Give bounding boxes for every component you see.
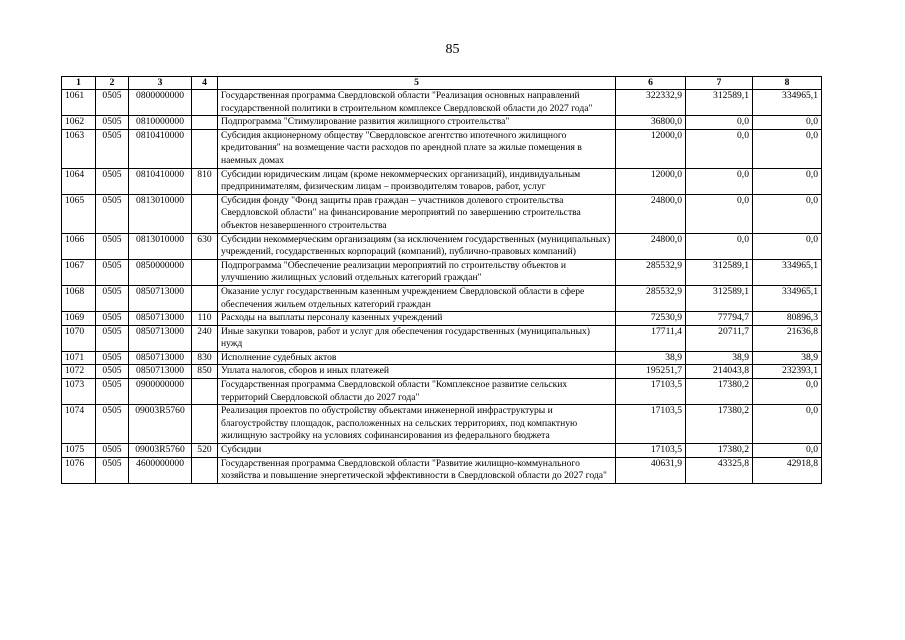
expense-type-cell	[192, 116, 218, 130]
target-code-cell: 09003R5760	[129, 444, 192, 458]
target-code-cell: 4600000000	[129, 457, 192, 483]
column-header: 5	[218, 77, 616, 90]
amount-year2-cell: 17380,2	[686, 444, 753, 458]
column-header: 3	[129, 77, 192, 90]
expense-type-cell: 850	[192, 365, 218, 379]
expense-type-cell: 110	[192, 312, 218, 326]
amount-year2-cell: 77794,7	[686, 312, 753, 326]
budget-table	[61, 76, 822, 484]
target-code-cell: 0850713000	[129, 312, 192, 326]
amount-year1-cell: 17103,5	[616, 444, 686, 458]
item-name-cell: Подпрограмма "Обеспечение реализации мероприятий по строительству объектов и улучшению жилищных условий отдельных категорий граждан"	[218, 259, 616, 285]
item-name-cell: Государственная программа Свердловской области "Реализация основных направлений государственной политики в строительном комплексе Свердловской области до 2027 года"	[218, 90, 616, 116]
target-code-cell: 0813010000	[129, 233, 192, 259]
item-name-cell: Субсидия фонду "Фонд защиты прав граждан – участников долевого строительства Свердловской области" на финансирование мероприятий по завершению строительства объектов незавершенного строительства	[218, 194, 616, 233]
expense-type-cell: 810	[192, 168, 218, 194]
section-code-cell: 0505	[96, 351, 129, 365]
row-number-cell: 1073	[62, 379, 96, 405]
section-code-cell: 0505	[96, 233, 129, 259]
row-number-cell: 1069	[62, 312, 96, 326]
amount-year2-cell: 0,0	[686, 233, 753, 259]
amount-year2-cell: 38,9	[686, 351, 753, 365]
row-number-cell: 1075	[62, 444, 96, 458]
section-code-cell: 0505	[96, 312, 129, 326]
expense-type-cell: 630	[192, 233, 218, 259]
item-name-cell: Субсидия акционерному обществу "Свердловское агентство ипотечного жилищного кредитования" на возмещение части расходов по арендной плате за жилые помещения в наемных домах	[218, 129, 616, 168]
item-name-cell: Субсидии	[218, 444, 616, 458]
amount-year1-cell: 17711,4	[616, 325, 686, 351]
row-number-cell: 1072	[62, 365, 96, 379]
amount-year1-cell: 322332,9	[616, 90, 686, 116]
target-code-cell: 0800000000	[129, 90, 192, 116]
item-name-cell: Оказание услуг государственным казенным учреждением Свердловской области в сфере обеспечения жильем отдельных категорий граждан	[218, 285, 616, 311]
amount-year3-cell: 334965,1	[753, 259, 822, 285]
item-name-cell: Расходы на выплаты персоналу казенных учреждений	[218, 312, 616, 326]
target-code-cell: 0850000000	[129, 259, 192, 285]
amount-year3-cell: 0,0	[753, 129, 822, 168]
target-code-cell: 0850713000	[129, 285, 192, 311]
table-row	[62, 312, 822, 326]
item-name-cell: Подпрограмма "Стимулирование развития жилищного строительства"	[218, 116, 616, 130]
amount-year2-cell: 43325,8	[686, 457, 753, 483]
table-row	[62, 365, 822, 379]
amount-year2-cell: 17380,2	[686, 405, 753, 444]
table-row	[62, 285, 822, 311]
section-code-cell: 0505	[96, 285, 129, 311]
target-code-cell: 09003R5760	[129, 405, 192, 444]
item-name-cell: Иные закупки товаров, работ и услуг для обеспечения государственных (муниципальных) нужд	[218, 325, 616, 351]
amount-year2-cell: 214043,8	[686, 365, 753, 379]
table-body	[62, 90, 822, 484]
expense-type-cell	[192, 379, 218, 405]
column-header: 4	[192, 77, 218, 90]
amount-year1-cell: 40631,9	[616, 457, 686, 483]
expense-type-cell	[192, 259, 218, 285]
column-header: 8	[753, 77, 822, 90]
amount-year1-cell: 24800,0	[616, 194, 686, 233]
amount-year3-cell: 21636,8	[753, 325, 822, 351]
amount-year3-cell: 0,0	[753, 116, 822, 130]
target-code-cell: 0850713000	[129, 351, 192, 365]
amount-year2-cell: 17380,2	[686, 379, 753, 405]
section-code-cell: 0505	[96, 168, 129, 194]
row-number-cell: 1061	[62, 90, 96, 116]
amount-year1-cell: 285532,9	[616, 285, 686, 311]
row-number-cell: 1068	[62, 285, 96, 311]
table-row	[62, 129, 822, 168]
amount-year1-cell: 285532,9	[616, 259, 686, 285]
section-code-cell: 0505	[96, 405, 129, 444]
target-code-cell: 0810410000	[129, 129, 192, 168]
section-code-cell: 0505	[96, 379, 129, 405]
amount-year3-cell: 0,0	[753, 168, 822, 194]
column-header: 1	[62, 77, 96, 90]
row-number-cell: 1076	[62, 457, 96, 483]
expense-type-cell	[192, 405, 218, 444]
expense-type-cell	[192, 90, 218, 116]
amount-year2-cell: 312589,1	[686, 285, 753, 311]
expense-type-cell: 240	[192, 325, 218, 351]
amount-year1-cell: 195251,7	[616, 365, 686, 379]
amount-year2-cell: 20711,7	[686, 325, 753, 351]
row-number-cell: 1070	[62, 325, 96, 351]
amount-year3-cell: 334965,1	[753, 90, 822, 116]
amount-year1-cell: 24800,0	[616, 233, 686, 259]
row-number-cell: 1064	[62, 168, 96, 194]
expense-type-cell	[192, 285, 218, 311]
row-number-cell: 1066	[62, 233, 96, 259]
amount-year1-cell: 38,9	[616, 351, 686, 365]
amount-year3-cell: 334965,1	[753, 285, 822, 311]
section-code-cell: 0505	[96, 444, 129, 458]
row-number-cell: 1063	[62, 129, 96, 168]
table-row	[62, 379, 822, 405]
expense-type-cell	[192, 194, 218, 233]
amount-year2-cell: 312589,1	[686, 259, 753, 285]
target-code-cell: 0813010000	[129, 194, 192, 233]
target-code-cell: 0810410000	[129, 168, 192, 194]
section-code-cell: 0505	[96, 116, 129, 130]
row-number-cell: 1067	[62, 259, 96, 285]
item-name-cell: Исполнение судебных актов	[218, 351, 616, 365]
item-name-cell: Реализация проектов по обустройству объектами инженерной инфраструктуры и благоустройству площадок, расположенных на сельских территориях, под компактную жилищную застройку на условиях софинансирования из федерального бюджета	[218, 405, 616, 444]
amount-year3-cell: 232393,1	[753, 365, 822, 379]
amount-year3-cell: 80896,3	[753, 312, 822, 326]
amount-year1-cell: 17103,5	[616, 405, 686, 444]
expense-type-cell: 830	[192, 351, 218, 365]
item-name-cell: Субсидии юридическим лицам (кроме некоммерческих организаций), индивидуальным предпринимателям, физическим лицам – производителям товаров, работ, услуг	[218, 168, 616, 194]
amount-year2-cell: 312589,1	[686, 90, 753, 116]
section-code-cell: 0505	[96, 259, 129, 285]
amount-year3-cell: 0,0	[753, 194, 822, 233]
section-code-cell: 0505	[96, 194, 129, 233]
row-number-cell: 1062	[62, 116, 96, 130]
amount-year3-cell: 0,0	[753, 379, 822, 405]
target-code-cell: 0900000000	[129, 379, 192, 405]
table-row	[62, 444, 822, 458]
section-code-cell: 0505	[96, 457, 129, 483]
table-row	[62, 90, 822, 116]
table-row	[62, 259, 822, 285]
page-number: 85	[445, 42, 460, 57]
amount-year2-cell: 0,0	[686, 129, 753, 168]
expense-type-cell	[192, 457, 218, 483]
amount-year1-cell: 36800,0	[616, 116, 686, 130]
column-header: 7	[686, 77, 753, 90]
amount-year1-cell: 12000,0	[616, 129, 686, 168]
target-code-cell: 0810000000	[129, 116, 192, 130]
row-number-cell: 1065	[62, 194, 96, 233]
row-number-cell: 1074	[62, 405, 96, 444]
amount-year2-cell: 0,0	[686, 116, 753, 130]
table-row	[62, 116, 822, 130]
table-row	[62, 351, 822, 365]
table-row	[62, 233, 822, 259]
item-name-cell: Государственная программа Свердловской области "Развитие жилищно-коммунального хозяйства и повышение энергетической эффективности в Свердловской области до 2027 года"	[218, 457, 616, 483]
amount-year1-cell: 17103,5	[616, 379, 686, 405]
amount-year1-cell: 12000,0	[616, 168, 686, 194]
section-code-cell: 0505	[96, 325, 129, 351]
amount-year1-cell: 72530,9	[616, 312, 686, 326]
section-code-cell: 0505	[96, 90, 129, 116]
amount-year2-cell: 0,0	[686, 194, 753, 233]
item-name-cell: Уплата налогов, сборов и иных платежей	[218, 365, 616, 379]
table-row	[62, 457, 822, 483]
section-code-cell: 0505	[96, 365, 129, 379]
expense-type-cell: 520	[192, 444, 218, 458]
item-name-cell: Субсидии некоммерческим организациям (за исключением государственных (муниципальных) учреждений, государственных корпораций (компаний), публично-правовых компаний)	[218, 233, 616, 259]
row-number-cell: 1071	[62, 351, 96, 365]
table-row	[62, 405, 822, 444]
expense-type-cell	[192, 129, 218, 168]
amount-year2-cell: 0,0	[686, 168, 753, 194]
column-header: 6	[616, 77, 686, 90]
table-header-row	[62, 77, 822, 90]
table-row	[62, 325, 822, 351]
column-header: 2	[96, 77, 129, 90]
section-code-cell: 0505	[96, 129, 129, 168]
table-row	[62, 168, 822, 194]
target-code-cell: 0850713000	[129, 365, 192, 379]
table-row	[62, 194, 822, 233]
target-code-cell: 0850713000	[129, 325, 192, 351]
amount-year3-cell: 0,0	[753, 444, 822, 458]
amount-year3-cell: 42918,8	[753, 457, 822, 483]
amount-year3-cell: 0,0	[753, 233, 822, 259]
amount-year3-cell: 0,0	[753, 405, 822, 444]
item-name-cell: Государственная программа Свердловской области "Комплексное развитие сельских территорий Свердловской области до 2027 года"	[218, 379, 616, 405]
amount-year3-cell: 38,9	[753, 351, 822, 365]
